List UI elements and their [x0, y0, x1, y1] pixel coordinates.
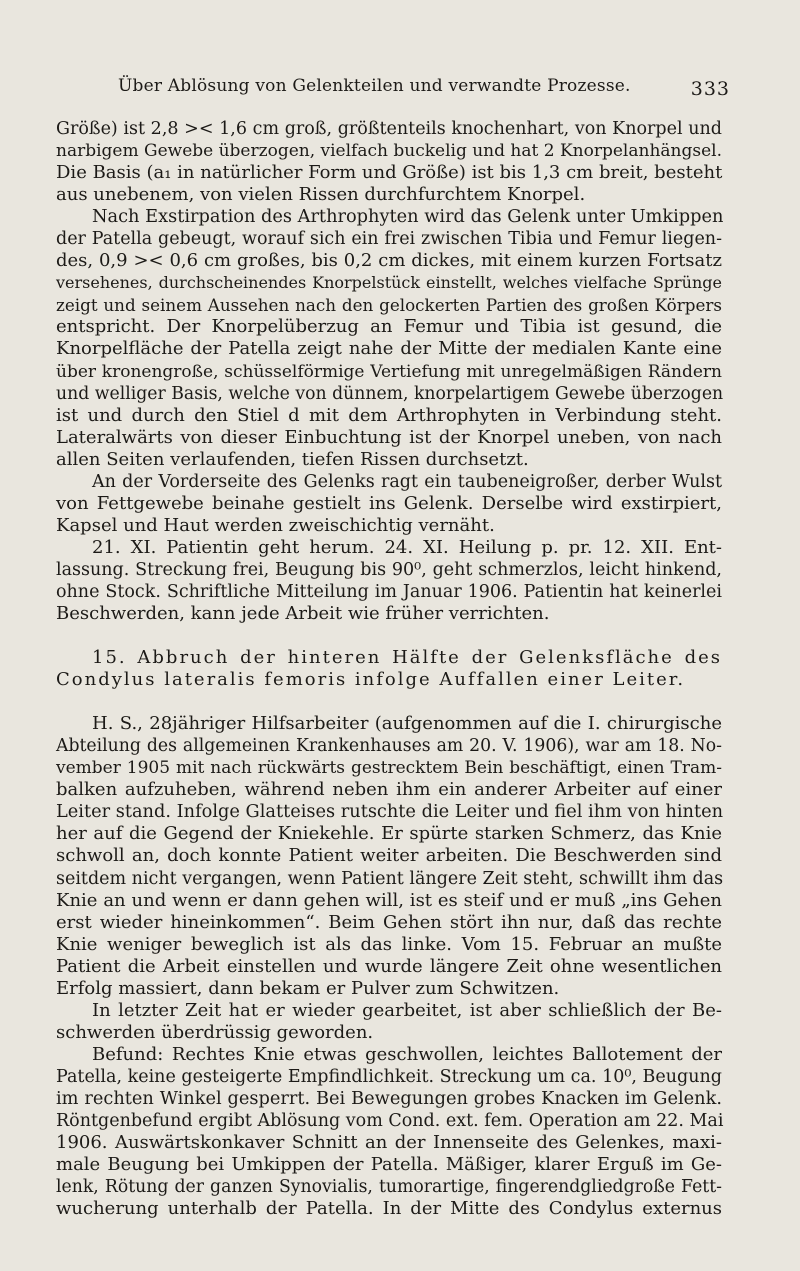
- case-heading: Condylus lateralis femoris infolge Auffallen einer Leiter.: [56, 669, 686, 691]
- text-line: Knorpelfläche der Patella zeigt nahe der Mitte der medialen Kante eine: [56, 338, 722, 360]
- text-line: entspricht. Der Knorpelüberzug an Femur und Tibia ist gesund, die: [56, 316, 722, 338]
- case-heading: 15. Abbruch der hinteren Hälfte der Gelenksfläche des: [92, 647, 722, 669]
- text-line: male Beugung bei Umkippen der Patella. Mäßiger, klarer Erguß im Ge-: [56, 1154, 722, 1176]
- text-line: der Patella gebeugt, worauf sich ein frei zwischen Tibia und Femur liegen-: [56, 229, 722, 250]
- section-gap: [56, 625, 722, 647]
- text-line: lenk, Rötung der ganzen Synovialis, tumorartige, fingerendgliedgroße Fett-: [56, 1177, 722, 1198]
- running-title: Über Ablösung von Gelenkteilen und verwandte Prozesse.: [118, 76, 631, 96]
- text-line: aus unebenem, von vielen Rissen durchfurchtem Knorpel.: [56, 184, 586, 206]
- page-number: 333: [690, 78, 730, 100]
- text-line: Größe) ist 2,8 >< 1,6 cm groß, größtenteils knochenhart, von Knorpel und: [56, 119, 722, 139]
- text-line: wucherung unterhalb der Patella. In der Mitte des Condylus externus: [56, 1198, 722, 1220]
- text-line: balken aufzuheben, während neben ihm ein anderer Arbeiter auf einer: [56, 779, 722, 801]
- text-line: über kronengroße, schüsselförmige Vertiefung mit unregelmäßigen Rändern: [56, 361, 722, 382]
- text-line: Knie weniger beweglich ist als das linke. Vom 15. Februar an mußte: [56, 933, 722, 955]
- text-line: Befund: Rechtes Knie etwas geschwollen, leichtes Ballotement der: [92, 1043, 722, 1065]
- text-line: Patella, keine gesteigerte Empfindlichkeit. Streckung um ca. 10⁰, Beugung: [56, 1066, 722, 1087]
- text-line: von Fettgewebe beinahe gestielt ins Gelenk. Derselbe wird exstirpiert,: [56, 492, 722, 514]
- text-line: ohne Stock. Schriftliche Mitteilung im Januar 1906. Patientin hat keinerlei: [56, 581, 722, 602]
- text-line: H. S., 28jähriger Hilfsarbeiter (aufgenommen auf die I. chirurgische: [92, 713, 722, 735]
- text-line: Beschwerden, kann jede Arbeit wie früher verrichten.: [56, 603, 550, 625]
- text-line: vember 1905 mit nach rückwärts gestrecktem Bein beschäftigt, einen Tram-: [56, 758, 722, 779]
- text-line: erst wieder hineinkommen“. Beim Gehen stört ihn nur, daß das rechte: [56, 911, 722, 933]
- page-header: [118, 76, 730, 102]
- text-line: des, 0,9 >< 0,6 cm großes, bis 0,2 cm dickes, mit einem kurzen Fortsatz: [56, 250, 722, 272]
- text-line: schwerden überdrüssig geworden.: [56, 1021, 374, 1043]
- text-line: her auf die Gegend der Kniekehle. Er spürte starken Schmerz, das Knie: [56, 823, 722, 845]
- text-line: zeigt und seinem Aussehen nach den gelockerten Partien des großen Körpers: [56, 295, 722, 316]
- text-line: Die Basis (a₁ in natürlicher Form und Größe) ist bis 1,3 cm breit, besteht: [56, 162, 723, 184]
- text-line: seitdem nicht vergangen, wenn Patient längere Zeit steht, schwillt ihm das: [56, 868, 724, 889]
- text-line: versehenes, durchscheinendes Knorpelstück einstellt, welches vielfache Sprünge: [56, 273, 722, 293]
- text-line: Kapsel und Haut werden zweischichtig vernäht.: [56, 514, 495, 536]
- text-line: Knie an und wenn er dann gehen will, ist es steif und er muß „ins Gehen: [56, 889, 722, 911]
- text-line: allen Seiten verlaufenden, tiefen Rissen durchsetzt.: [56, 448, 529, 470]
- body-text: [56, 118, 722, 1220]
- text-line: Erfolg massiert, dann bekam er Pulver zum Schwitzen.: [56, 977, 560, 999]
- text-line: An der Vorderseite des Gelenks ragt ein taubeneigroßer, derber Wulst: [92, 471, 722, 492]
- text-line: Lateralwärts von dieser Einbuchtung ist der Knorpel uneben, von nach: [56, 426, 722, 448]
- text-line: Abteilung des allgemeinen Krankenhauses am 20. V. 1906), war am 18. No-: [56, 736, 722, 757]
- text-line: Röntgenbefund ergibt Ablösung vom Cond. ext. fem. Operation am 22. Mai: [56, 1111, 724, 1132]
- section-gap: [56, 691, 722, 713]
- text-line: narbigem Gewebe überzogen, vielfach buckelig und hat 2 Knorpelanhängsel.: [56, 141, 722, 162]
- text-line: 1906. Auswärtskonkaver Schnitt an der Innenseite des Gelenkes, maxi-: [56, 1132, 722, 1154]
- text-line: Leiter stand. Infolge Glatteises rutschte die Leiter und fiel ihm von hinten: [56, 802, 724, 823]
- text-line: 21. XI. Patientin geht herum. 24. XI. Heilung p. pr. 12. XII. Ent-: [92, 536, 722, 558]
- text-line: schwoll an, doch konnte Patient weiter arbeiten. Die Beschwerden sind: [56, 845, 722, 867]
- text-line: ist und durch den Stiel d mit dem Arthrophyten in Verbindung steht.: [56, 404, 722, 426]
- text-line: im rechten Winkel gesperrt. Bei Bewegungen grobes Knacken im Gelenk.: [56, 1088, 722, 1109]
- text-line: In letzter Zeit hat er wieder gearbeitet, ist aber schließlich der Be-: [92, 999, 722, 1021]
- text-line: Patient die Arbeit einstellen und wurde längere Zeit ohne wesentlichen: [56, 955, 722, 977]
- text-line: Nach Exstirpation des Arthrophyten wird das Gelenk unter Umkippen: [92, 207, 724, 228]
- text-line: lassung. Streckung frei, Beugung bis 90⁰, geht schmerzlos, leicht hinkend,: [56, 559, 722, 580]
- text-line: und welliger Basis, welche von dünnem, knorpelartigem Gewebe überzogen: [56, 383, 724, 404]
